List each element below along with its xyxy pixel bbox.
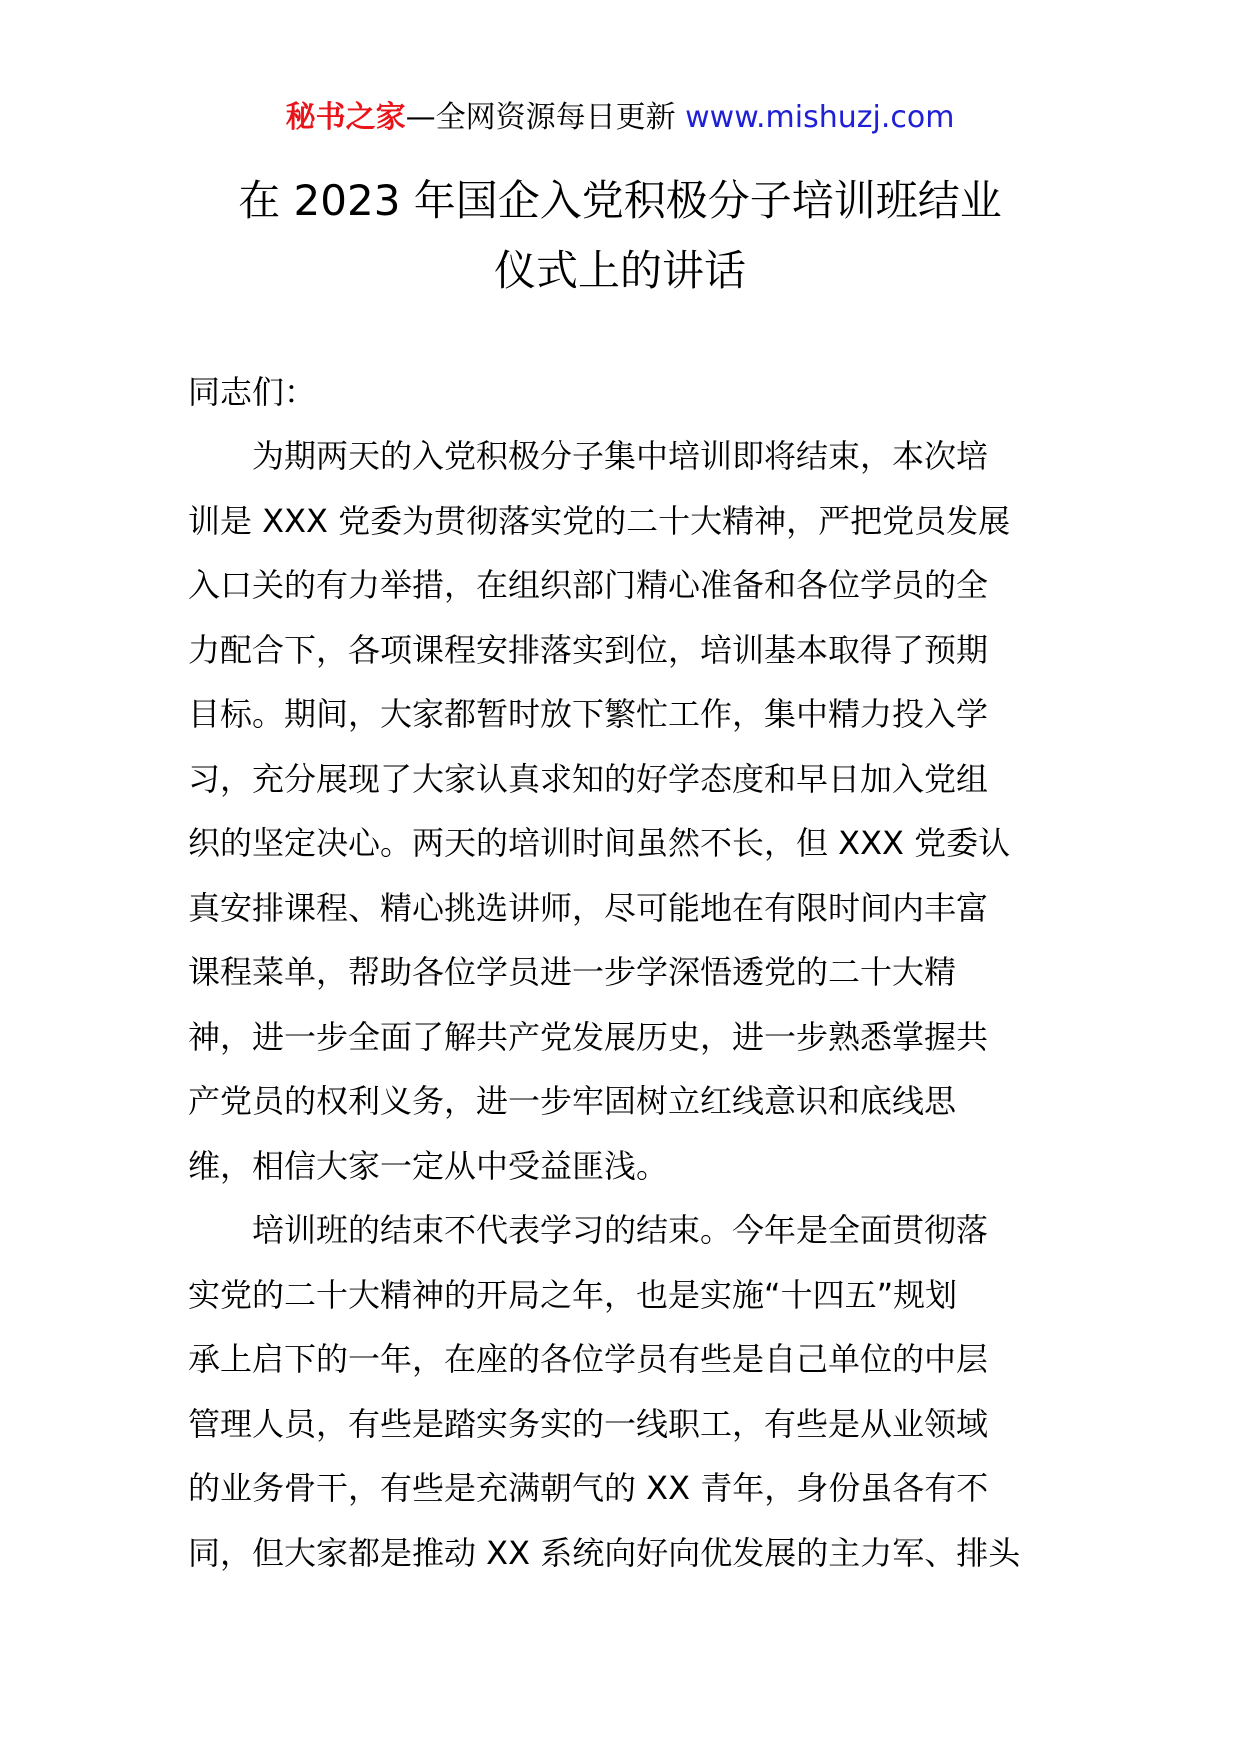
paragraph-line: 习，充分展现了大家认真求知的好学态度和早日加入党组: [188, 759, 989, 798]
paragraph-line: 产党员的权利义务，进一步牢固树立红线意识和底线思: [188, 1082, 957, 1120]
salutation: 同志们：: [188, 373, 317, 411]
paragraph-line: 培训班的结束不代表学习的结束。今年是全面贯彻落: [252, 1211, 989, 1249]
paragraph-line: 同，但大家都是推动 XX 系统向好向优发展的主力军、排头: [188, 1533, 1021, 1572]
paragraph-line: 的业务骨干，有些是充满朝气的 XX 青年，身份虽各有不: [188, 1469, 989, 1507]
paragraph-line: 神，进一步全面了解共产党发展历史，进一步熟悉掌握共: [188, 1017, 989, 1056]
paragraph-line: 维，相信大家一定从中受益匪浅。: [188, 1146, 669, 1185]
site-url-link[interactable]: www.mishuzj.com: [685, 100, 955, 135]
paragraph-line: 承上启下的一年，在座的各位学员有些是自己单位的中层: [188, 1340, 989, 1378]
paragraph-line: 力配合下，各项课程安排落实到位，培训基本取得了预期: [188, 630, 989, 669]
paragraph-line: 织的坚定决心。两天的培训时间虽然不长，但 XXX 党委认: [188, 824, 1011, 862]
header-tagline: —全网资源每日更新: [405, 100, 676, 135]
brand-name: 秘书之家: [285, 100, 406, 135]
title-line-2: 仪式上的讲话: [493, 246, 746, 295]
document-body: [188, 360, 1058, 1585]
title-line-1: 在 2023 年国企入党积极分子培训班结业: [238, 176, 1002, 225]
paragraph-2: [188, 1198, 1058, 1585]
document-title: [0, 166, 1240, 306]
paragraph-line: 课程菜单，帮助各位学员进一步学深悟透党的二十大精: [188, 953, 957, 991]
site-header: [0, 98, 1240, 138]
paragraph-line: 真安排课程、精心挑选讲师，尽可能地在有限时间内丰富: [188, 888, 989, 927]
paragraph-line: 入口关的有力举措，在组织部门精心准备和各位学员的全: [188, 566, 989, 604]
paragraph-line: 目标。期间，大家都暂时放下繁忙工作，集中精力投入学: [188, 695, 989, 733]
paragraph-line: 为期两天的入党积极分子集中培训即将结束，本次培: [252, 437, 989, 475]
paragraph-line: 训是 XXX 党委为贯彻落实党的二十大精神，严把党员发展: [188, 501, 1011, 540]
paragraph-1: [188, 424, 1058, 1198]
paragraph-line: 实党的二十大精神的开局之年，也是实施“十四五”规划: [188, 1275, 958, 1314]
paragraph-line: 管理人员，有些是踏实务实的一线职工，有些是从业领域: [188, 1404, 989, 1443]
